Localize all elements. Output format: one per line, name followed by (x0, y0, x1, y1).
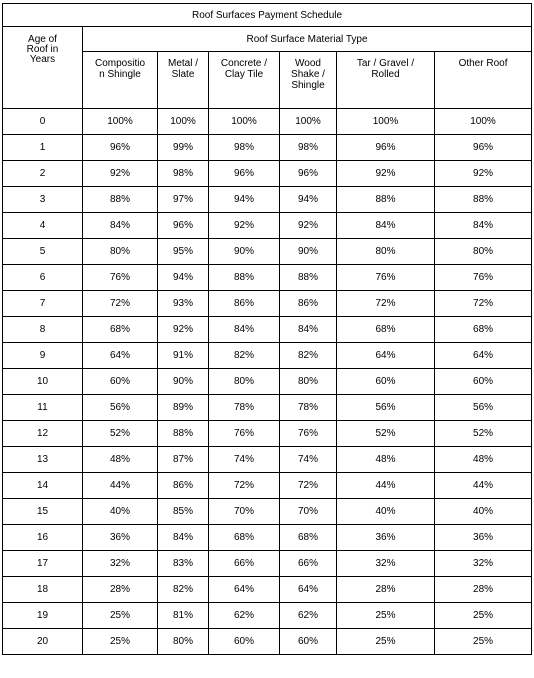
payment-percent-cell: 64% (337, 343, 435, 369)
age-cell: 15 (3, 499, 83, 525)
payment-percent-cell: 36% (435, 525, 532, 551)
payment-percent-cell: 95% (158, 239, 209, 265)
schedule-body (3, 109, 532, 655)
payment-percent-cell: 92% (209, 213, 280, 239)
payment-percent-cell: 25% (435, 629, 532, 655)
payment-percent-cell: 88% (209, 265, 280, 291)
payment-percent-cell: 80% (280, 369, 337, 395)
age-cell: 7 (3, 291, 83, 317)
payment-percent-cell: 40% (435, 499, 532, 525)
table-row (3, 239, 532, 265)
table-row (3, 473, 532, 499)
age-cell: 20 (3, 629, 83, 655)
table-row (3, 603, 532, 629)
table-row (3, 291, 532, 317)
payment-percent-cell: 25% (83, 603, 158, 629)
payment-percent-cell: 94% (158, 265, 209, 291)
payment-percent-cell: 88% (280, 265, 337, 291)
material-header-1: Metal / Slate (158, 52, 209, 109)
payment-percent-cell: 48% (83, 447, 158, 473)
material-header-2: Concrete / Clay Tile (209, 52, 280, 109)
age-cell: 13 (3, 447, 83, 473)
payment-percent-cell: 84% (280, 317, 337, 343)
payment-percent-cell: 91% (158, 343, 209, 369)
material-header-3: Wood Shake / Shingle (280, 52, 337, 109)
table-row (3, 577, 532, 603)
table-row (3, 525, 532, 551)
payment-percent-cell: 84% (209, 317, 280, 343)
payment-percent-cell: 100% (435, 109, 532, 135)
payment-percent-cell: 84% (435, 213, 532, 239)
table-row (3, 421, 532, 447)
payment-percent-cell: 40% (337, 499, 435, 525)
table-row (3, 161, 532, 187)
roof-payment-schedule-table (2, 3, 532, 655)
material-type-header: Roof Surface Material Type (83, 27, 532, 52)
table-row (3, 265, 532, 291)
payment-percent-cell: 85% (158, 499, 209, 525)
payment-percent-cell: 72% (337, 291, 435, 317)
table-row (3, 551, 532, 577)
payment-percent-cell: 72% (209, 473, 280, 499)
table-row (3, 499, 532, 525)
payment-percent-cell: 81% (158, 603, 209, 629)
payment-percent-cell: 100% (209, 109, 280, 135)
payment-percent-cell: 70% (280, 499, 337, 525)
payment-percent-cell: 74% (280, 447, 337, 473)
payment-percent-cell: 92% (435, 161, 532, 187)
payment-percent-cell: 86% (280, 291, 337, 317)
payment-percent-cell: 28% (337, 577, 435, 603)
table-row (3, 109, 532, 135)
payment-percent-cell: 32% (337, 551, 435, 577)
payment-percent-cell: 92% (337, 161, 435, 187)
payment-percent-cell: 78% (280, 395, 337, 421)
payment-percent-cell: 68% (435, 317, 532, 343)
age-cell: 19 (3, 603, 83, 629)
age-cell: 6 (3, 265, 83, 291)
material-header-0: Compositio n Shingle (83, 52, 158, 109)
payment-percent-cell: 90% (209, 239, 280, 265)
age-cell: 17 (3, 551, 83, 577)
table-row (3, 395, 532, 421)
age-cell: 11 (3, 395, 83, 421)
payment-percent-cell: 32% (435, 551, 532, 577)
payment-percent-cell: 92% (83, 161, 158, 187)
table-row (3, 213, 532, 239)
payment-percent-cell: 96% (209, 161, 280, 187)
payment-percent-cell: 68% (280, 525, 337, 551)
payment-percent-cell: 72% (435, 291, 532, 317)
payment-percent-cell: 80% (435, 239, 532, 265)
payment-percent-cell: 60% (337, 369, 435, 395)
age-cell: 9 (3, 343, 83, 369)
payment-percent-cell: 96% (158, 213, 209, 239)
payment-percent-cell: 64% (435, 343, 532, 369)
payment-percent-cell: 84% (83, 213, 158, 239)
table-row (3, 317, 532, 343)
payment-percent-cell: 100% (337, 109, 435, 135)
payment-percent-cell: 48% (337, 447, 435, 473)
payment-percent-cell: 76% (337, 265, 435, 291)
payment-percent-cell: 88% (158, 421, 209, 447)
payment-percent-cell: 74% (209, 447, 280, 473)
table-title: Roof Surfaces Payment Schedule (3, 4, 532, 27)
payment-percent-cell: 48% (435, 447, 532, 473)
payment-percent-cell: 60% (280, 629, 337, 655)
payment-percent-cell: 88% (83, 187, 158, 213)
payment-percent-cell: 88% (337, 187, 435, 213)
table-row (3, 343, 532, 369)
payment-percent-cell: 92% (280, 213, 337, 239)
age-cell: 2 (3, 161, 83, 187)
payment-percent-cell: 100% (280, 109, 337, 135)
payment-percent-cell: 80% (209, 369, 280, 395)
payment-percent-cell: 76% (280, 421, 337, 447)
payment-percent-cell: 92% (158, 317, 209, 343)
payment-percent-cell: 80% (337, 239, 435, 265)
payment-percent-cell: 82% (158, 577, 209, 603)
payment-percent-cell: 62% (280, 603, 337, 629)
payment-percent-cell: 96% (280, 161, 337, 187)
payment-percent-cell: 25% (337, 629, 435, 655)
age-cell: 4 (3, 213, 83, 239)
payment-percent-cell: 70% (209, 499, 280, 525)
payment-percent-cell: 98% (280, 135, 337, 161)
payment-percent-cell: 72% (83, 291, 158, 317)
payment-percent-cell: 60% (209, 629, 280, 655)
table-row (3, 369, 532, 395)
payment-percent-cell: 68% (83, 317, 158, 343)
payment-percent-cell: 64% (209, 577, 280, 603)
age-cell: 3 (3, 187, 83, 213)
age-cell: 18 (3, 577, 83, 603)
payment-percent-cell: 60% (435, 369, 532, 395)
payment-percent-cell: 64% (83, 343, 158, 369)
payment-percent-cell: 56% (337, 395, 435, 421)
age-cell: 14 (3, 473, 83, 499)
payment-percent-cell: 72% (280, 473, 337, 499)
payment-percent-cell: 66% (280, 551, 337, 577)
table-row (3, 187, 532, 213)
payment-percent-cell: 76% (435, 265, 532, 291)
payment-percent-cell: 98% (209, 135, 280, 161)
payment-percent-cell: 80% (158, 629, 209, 655)
payment-percent-cell: 97% (158, 187, 209, 213)
age-cell: 8 (3, 317, 83, 343)
age-cell: 12 (3, 421, 83, 447)
payment-percent-cell: 82% (280, 343, 337, 369)
payment-percent-cell: 96% (83, 135, 158, 161)
payment-percent-cell: 40% (83, 499, 158, 525)
payment-percent-cell: 84% (337, 213, 435, 239)
age-cell: 5 (3, 239, 83, 265)
payment-percent-cell: 89% (158, 395, 209, 421)
payment-percent-cell: 96% (435, 135, 532, 161)
payment-percent-cell: 80% (83, 239, 158, 265)
payment-percent-cell: 98% (158, 161, 209, 187)
payment-percent-cell: 93% (158, 291, 209, 317)
payment-percent-cell: 25% (435, 603, 532, 629)
age-column-header: Age of Roof in Years (3, 27, 83, 109)
payment-percent-cell: 28% (435, 577, 532, 603)
material-header-4: Tar / Gravel / Rolled (337, 52, 435, 109)
payment-percent-cell: 44% (83, 473, 158, 499)
payment-percent-cell: 28% (83, 577, 158, 603)
age-cell: 1 (3, 135, 83, 161)
payment-percent-cell: 100% (158, 109, 209, 135)
payment-percent-cell: 62% (209, 603, 280, 629)
payment-percent-cell: 56% (435, 395, 532, 421)
payment-percent-cell: 86% (209, 291, 280, 317)
material-header-5: Other Roof (435, 52, 532, 109)
table-row (3, 135, 532, 161)
age-cell: 10 (3, 369, 83, 395)
payment-percent-cell: 76% (209, 421, 280, 447)
payment-percent-cell: 64% (280, 577, 337, 603)
age-cell: 0 (3, 109, 83, 135)
payment-percent-cell: 36% (337, 525, 435, 551)
payment-percent-cell: 32% (83, 551, 158, 577)
payment-percent-cell: 68% (337, 317, 435, 343)
payment-percent-cell: 76% (83, 265, 158, 291)
payment-percent-cell: 87% (158, 447, 209, 473)
payment-percent-cell: 78% (209, 395, 280, 421)
payment-percent-cell: 90% (158, 369, 209, 395)
payment-percent-cell: 100% (83, 109, 158, 135)
payment-percent-cell: 56% (83, 395, 158, 421)
age-cell: 16 (3, 525, 83, 551)
payment-percent-cell: 52% (83, 421, 158, 447)
payment-percent-cell: 52% (337, 421, 435, 447)
payment-percent-cell: 94% (280, 187, 337, 213)
material-header-row (3, 52, 532, 109)
payment-percent-cell: 68% (209, 525, 280, 551)
payment-percent-cell: 25% (83, 629, 158, 655)
payment-percent-cell: 82% (209, 343, 280, 369)
payment-percent-cell: 96% (337, 135, 435, 161)
payment-percent-cell: 88% (435, 187, 532, 213)
table-row (3, 629, 532, 655)
payment-percent-cell: 60% (83, 369, 158, 395)
payment-percent-cell: 84% (158, 525, 209, 551)
payment-percent-cell: 44% (337, 473, 435, 499)
payment-percent-cell: 36% (83, 525, 158, 551)
payment-percent-cell: 86% (158, 473, 209, 499)
payment-percent-cell: 66% (209, 551, 280, 577)
payment-percent-cell: 94% (209, 187, 280, 213)
payment-percent-cell: 99% (158, 135, 209, 161)
table-row (3, 447, 532, 473)
payment-percent-cell: 25% (337, 603, 435, 629)
payment-percent-cell: 83% (158, 551, 209, 577)
payment-percent-cell: 44% (435, 473, 532, 499)
payment-percent-cell: 90% (280, 239, 337, 265)
payment-percent-cell: 52% (435, 421, 532, 447)
